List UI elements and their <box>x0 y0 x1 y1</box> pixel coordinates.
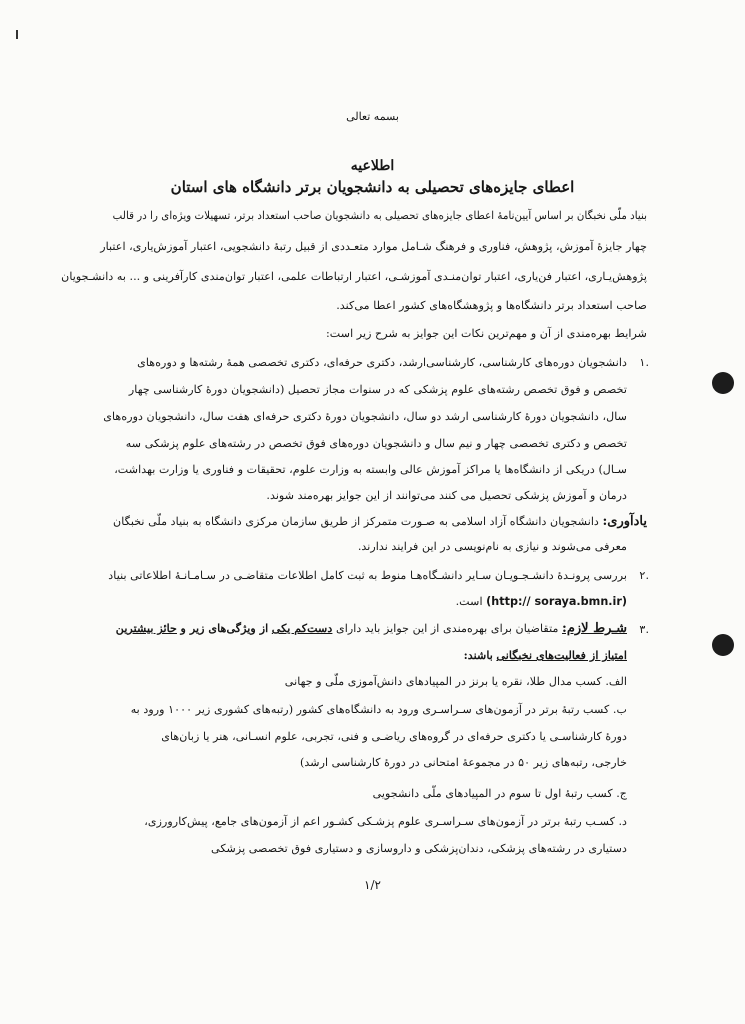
soraya-link[interactable]: (http:// soraya.bmn.ir) <box>486 595 627 608</box>
sub-item-line: دورهٔ کارشناسـی یا دکتری حرفه‌ای در گروه‌های ریاضـی و فنی، تجربی، علوم انسـانی، هنر یا زبان‌های <box>161 730 627 743</box>
sub-item-line: دستیاری در رشته‌های پزشکی، دندان‌پزشکی و داروسازی و دستیاری فوق تخصصی پزشکی <box>211 842 627 855</box>
list-number: .۲ <box>639 569 649 582</box>
list-item-line: تخصص و فوق تخصص رشته‌های علوم پزشکی که در سنوات مجاز تحصیل (دانشجویان دورهٔ کارشناسی چهار <box>128 383 627 396</box>
list-item-line: دانشجویان دوره‌های کارشناسی، کارشناسی‌ارشد، دکتری حرفه‌ای، دکتری تخصصی همهٔ رشته‌ها و دوره‌های <box>137 356 627 369</box>
sub-item-line: ج. کسب رتبهٔ اول تا سوم در المپیادهای ملّی دانشجویی <box>372 787 627 800</box>
sub-item-line: خارجی، رتبه‌های زیر ۵۰ در مجموعهٔ امتحانی در دورهٔ کارشناسی ارشد) <box>299 756 627 769</box>
emphasis-text: حائز بیشترین <box>115 621 177 635</box>
punch-hole <box>712 372 734 394</box>
list-item-text: است. <box>455 595 483 608</box>
intro-line: پژوهش‌یـاری، اعتبار فن‌یاری، اعتبار توان‌منـدی آموزشـی، اعتبار ارتباطات علمی، اعتبار توان‌مندی کارآفرینی و ... به دانشـجویان <box>61 270 647 283</box>
reminder-text: دانشجویان دانشگاه آزاد اسلامی به صـورت متمرکز از طریق سازمان مرکزی دانشگاه به بنیاد ملّی نخبگان <box>113 515 599 528</box>
emphasis-text: امتیاز از فعالیت‌های نخبگانی <box>496 648 627 662</box>
list-item-line <box>456 596 627 607</box>
reminder-line <box>113 515 647 528</box>
list-item-line: بررسی پرونـدهٔ دانشـجـویـان سـایر دانشـگاه‌هـا منوط به ثبت کامل اطلاعات متقاضـی در سـامـانـهٔ اطلاعاتی بنیاد <box>108 569 627 582</box>
requirement-label: شـرط لازم: <box>562 621 627 636</box>
list-number: .۱ <box>639 356 649 369</box>
page-number: ۱/۲ <box>364 878 381 892</box>
list-item-line <box>464 650 627 661</box>
reminder-label: یادآوری: <box>602 514 647 529</box>
reminder-line: معرفی می‌شوند و نیازی به نام‌نویسی در این فرایند ندارند. <box>357 540 627 553</box>
list-item-line: درمان و آموزش پزشکی تحصیل می کنند می‌توانند از این جوایز بهره‌مند شوند. <box>266 489 627 502</box>
intro-line: صاحب استعداد برتر دانشگاه‌ها و پژوهشگاه‌های کشور اعطا می‌کند. <box>336 299 647 312</box>
list-item-text: متقاضیان برای بهره‌مندی از این جوایز باید دارای <box>335 622 559 635</box>
intro-line: شرایط بهره‌مندی از آن و مهم‌ترین نکات این جوایز به شرح زیر است: <box>326 327 647 340</box>
intro-line: بنیاد ملّی نخبگان بر اساس آیین‌نامهٔ اعطای جایزه‌های تحصیلی به دانشجویان صاحب استعداد برتر، تسهیلات ویژه‌ای را در قالب <box>112 209 647 222</box>
bismillah: بسمه تعالی <box>346 110 399 123</box>
list-item-line: سال، دانشجویان دورهٔ کارشناسی ارشد دو سال، دانشجویان دورهٔ دکتری حرفه‌ای هفت سال، دانشجویان دوره‌های <box>103 410 627 423</box>
sub-item-line: الف. کسب مدال طلا، نقره یا برنز در المپیادهای دانش‌آموزی ملّی و جهانی <box>284 675 627 688</box>
scan-mark <box>16 30 18 39</box>
list-number: .۳ <box>639 623 649 636</box>
punch-hole <box>712 634 734 656</box>
sub-item-line: ب. کسب رتبهٔ برتر در آزمون‌های سـراسـری ورود به دانشگاه‌های کشور (رتبه‌های کشوری زیر ۱۰۰۰ ورود به <box>130 703 627 716</box>
list-item-line <box>116 622 627 635</box>
intro-line: چهار جایزهٔ آموزش، پژوهش، فناوری و فرهنگ شـامل موارد متعـددی از قبیل رتبهٔ دانشجویی، اعتبار آموزش‌یاری، اعتبار <box>100 240 647 253</box>
notice-title: اطلاعیه <box>350 158 395 174</box>
list-item-text: از ویژگی‌های زیر و <box>180 621 269 635</box>
sub-item-line: د. کسـب رتبهٔ برتر در آزمون‌های سـراسـری علوم پزشـکی کشـور اعم از آزمون‌های جامع، پیش‌کارورزی، <box>144 815 627 828</box>
list-item-text: باشند: <box>463 648 493 662</box>
list-item-line: سـال) دریکی از دانشگاه‌ها یا مراکز آموزش عالی وابسته به وزارت علوم، تحقیقات و فناوری یا وزارت بهداشت، <box>114 463 627 476</box>
emphasis-text: دست‌کم یکی <box>271 621 333 635</box>
list-item-line: تخصص و دکتری تخصصی چهار و نیم سال و دانشجویان دوره‌های فوق تخصص در رشته‌های علوم پزشکی سه <box>125 437 627 450</box>
notice-subtitle: اعطای جایزه‌های تحصیلی به دانشجویان برتر دانشگاه های استان <box>170 178 575 196</box>
